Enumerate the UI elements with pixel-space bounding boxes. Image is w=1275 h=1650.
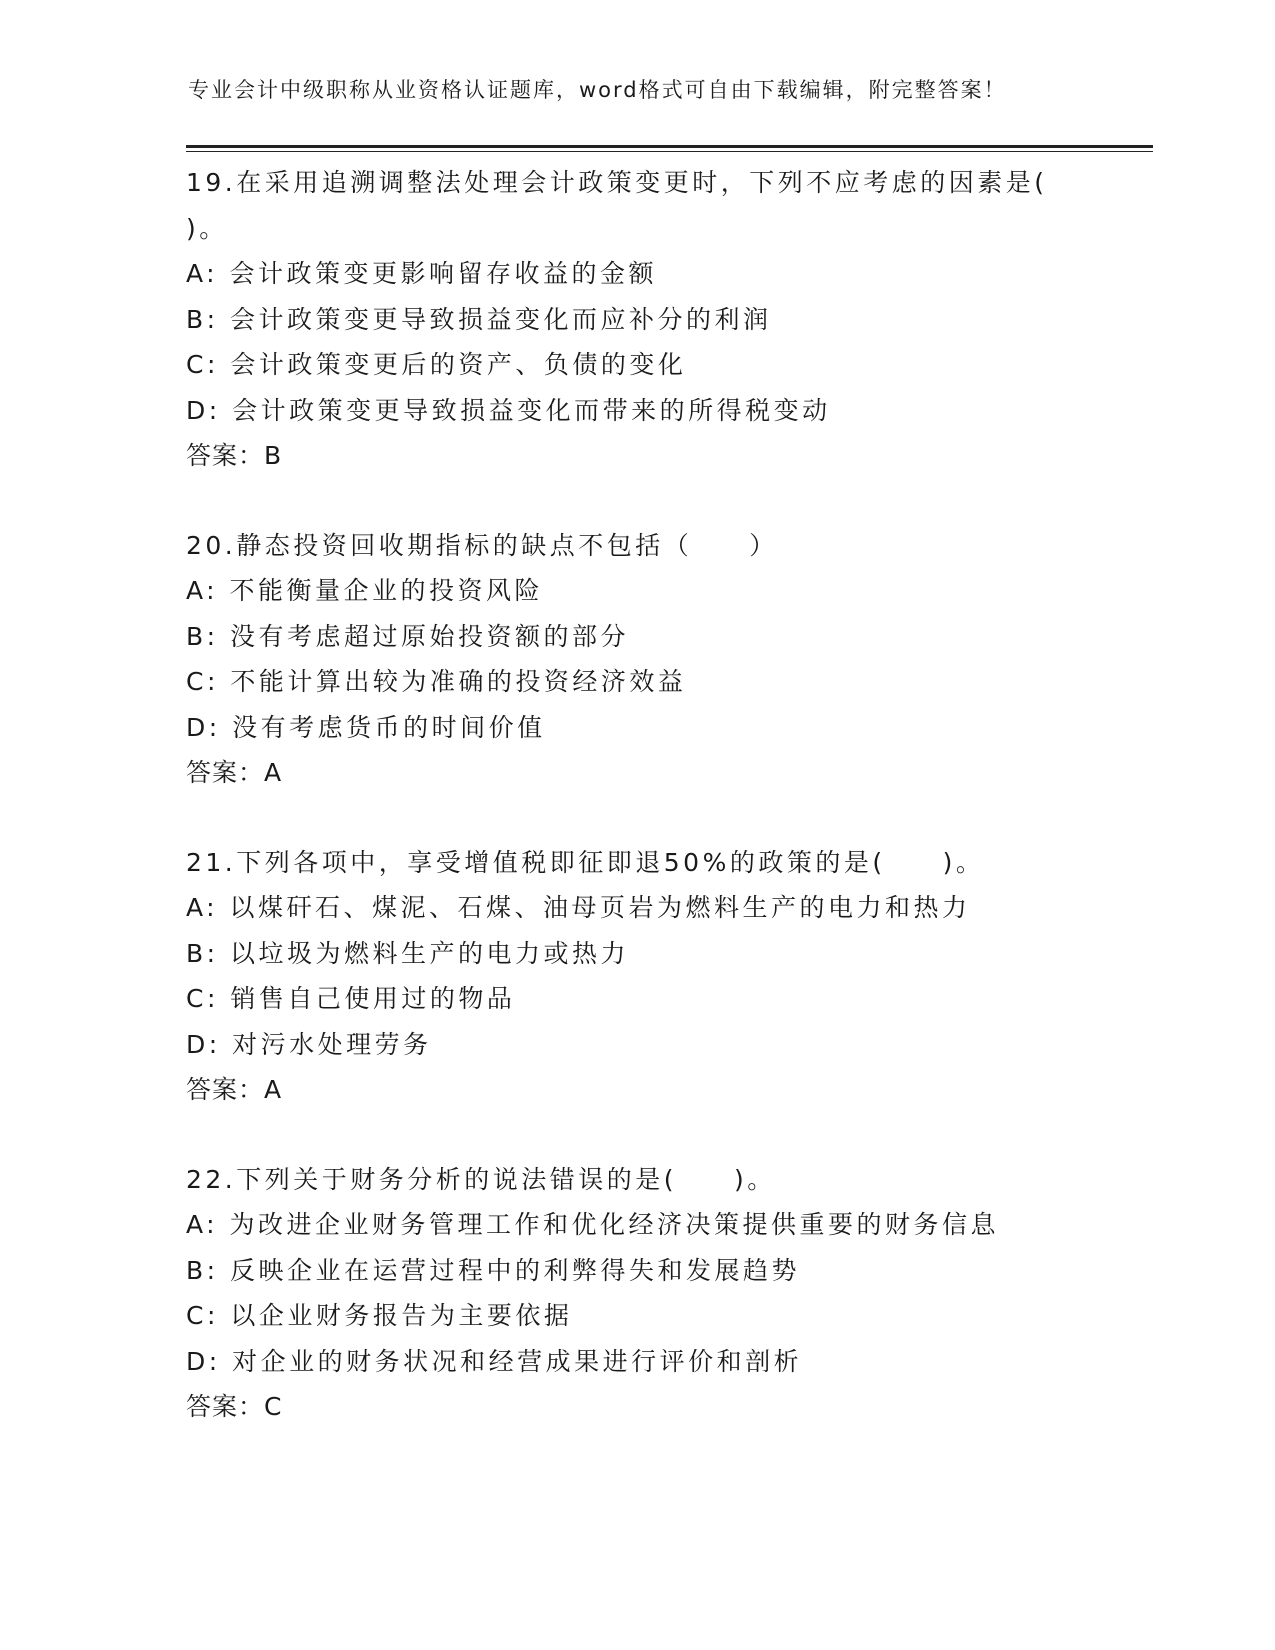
option-d: D: 对企业的财务状况和经营成果进行评价和剖析 bbox=[186, 1346, 803, 1376]
option-c: C: 会计政策变更后的资产、负债的变化 bbox=[186, 350, 687, 379]
header-rule-thin bbox=[186, 151, 1153, 152]
page-header: 专业会计中级职称从业资格认证题库，word格式可自由下载编辑，附完整答案！ bbox=[188, 78, 1007, 102]
option-a: A: 为改进企业财务管理工作和优化经济决策提供重要的财务信息 bbox=[186, 1210, 1000, 1239]
question-stem: 21.下列各项中，享受增值税即征即退50%的政策的是( )。 bbox=[186, 847, 985, 877]
question-19 bbox=[186, 160, 1086, 479]
answer: 答案：B bbox=[186, 441, 283, 470]
option-b: B: 会计政策变更导致损益变化而应补分的利润 bbox=[186, 304, 772, 334]
question-22 bbox=[186, 1157, 1086, 1430]
option-d: D: 没有考虑货币的时间价值 bbox=[186, 712, 546, 742]
question-21 bbox=[186, 840, 1086, 1113]
option-d: D: 会计政策变更导致损益变化而带来的所得税变动 bbox=[186, 395, 831, 425]
option-a: A: 不能衡量企业的投资风险 bbox=[186, 576, 544, 605]
question-stem: 20.静态投资回收期指标的缺点不包括（ ） bbox=[186, 530, 778, 560]
header-rule-thick bbox=[186, 145, 1153, 148]
answer: 答案：A bbox=[186, 1075, 283, 1104]
option-c: C: 销售自己使用过的物品 bbox=[186, 984, 516, 1013]
question-stem: 19.在采用追溯调整法处理会计政策变更时，下列不应考虑的因素是( bbox=[186, 168, 1048, 197]
question-20 bbox=[186, 523, 1086, 796]
option-b: B: 反映企业在运营过程中的利弊得失和发展趋势 bbox=[186, 1255, 801, 1285]
option-c: C: 以企业财务报告为主要依据 bbox=[186, 1301, 573, 1330]
answer: 答案：A bbox=[186, 758, 283, 787]
question-stem-continued: )。 bbox=[186, 213, 228, 243]
answer: 答案：C bbox=[186, 1392, 283, 1421]
option-d: D: 对污水处理劳务 bbox=[186, 1029, 432, 1059]
option-a: A: 以煤矸石、煤泥、石煤、油母页岩为燃料生产的电力和热力 bbox=[186, 893, 971, 922]
question-list bbox=[186, 160, 1086, 1474]
option-b: B: 以垃圾为燃料生产的电力或热力 bbox=[186, 938, 630, 968]
question-stem: 22.下列关于财务分析的说法错误的是( )。 bbox=[186, 1164, 776, 1194]
option-b: B: 没有考虑超过原始投资额的部分 bbox=[186, 621, 630, 651]
option-a: A: 会计政策变更影响留存收益的金额 bbox=[186, 259, 658, 288]
option-c: C: 不能计算出较为准确的投资经济效益 bbox=[186, 667, 687, 696]
